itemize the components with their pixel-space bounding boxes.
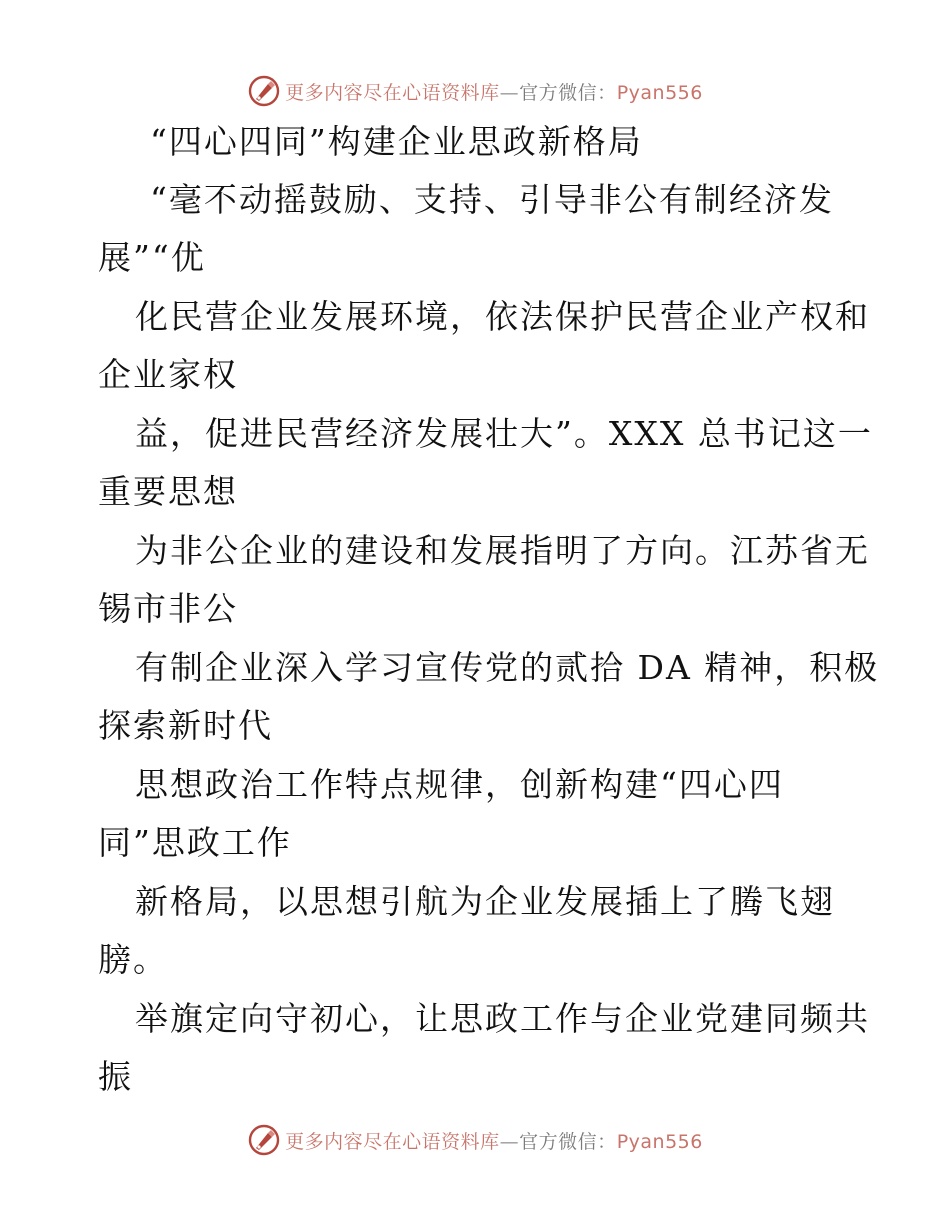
pen-nib-logo-icon bbox=[247, 1123, 281, 1157]
paragraph-line: 新格局，以思想引航为企业发展插上了腾飞翅 bbox=[135, 882, 835, 921]
paragraph-line: 思想政治工作特点规律，创新构建“四心四 bbox=[135, 765, 784, 804]
paragraph-line: 有制企业深入学习宣传党的贰拾 DA 精神，积极 bbox=[135, 648, 880, 687]
paragraph-line: 探索新时代 bbox=[98, 706, 273, 745]
footer-separator: — bbox=[499, 1130, 520, 1153]
footer-watermark-text bbox=[285, 1127, 703, 1154]
paragraph-line: 同”思政工作 bbox=[98, 823, 292, 862]
footer-banner bbox=[0, 1120, 950, 1160]
paragraph-line: 膀。 bbox=[98, 940, 168, 979]
paragraph-line: 企业家权 bbox=[98, 355, 238, 394]
paragraph-line: 化民营企业发展环境，依法保护民营企业产权和 bbox=[135, 297, 870, 336]
header-watermark-text bbox=[285, 78, 703, 105]
footer-library-text: 更多内容尽在心语资料库 bbox=[285, 1130, 500, 1153]
pen-nib-logo-icon bbox=[247, 74, 281, 108]
paragraph-line: 益，促进民营经济发展壮大”。XXX 总书记这一 bbox=[135, 414, 873, 453]
paragraph-line: 为非公企业的建设和发展指明了方向。江苏省无 bbox=[135, 531, 870, 570]
header-banner bbox=[0, 71, 950, 111]
footer-official-text: 官方微信： bbox=[519, 1130, 617, 1153]
footer-wechat-id: Pyan556 bbox=[616, 1130, 703, 1153]
paragraph-line: 重要思想 bbox=[98, 472, 238, 511]
paragraph-line: “毫不动摇鼓励、支持、引导非公有制经济发 bbox=[150, 180, 834, 219]
header-wechat-id: Pyan556 bbox=[616, 81, 703, 104]
header-library-text: 更多内容尽在心语资料库 bbox=[285, 81, 500, 104]
paragraph-line: 展”“优 bbox=[98, 238, 206, 277]
header-official-text: 官方微信： bbox=[519, 81, 617, 104]
paragraph-line: 锡市非公 bbox=[98, 589, 238, 628]
header-separator: — bbox=[499, 81, 520, 104]
section-heading-line: 振 bbox=[98, 1057, 133, 1096]
document-title: “四心四同”构建企业思政新格局 bbox=[150, 122, 643, 161]
section-heading-line: 举旗定向守初心，让思政工作与企业党建同频共 bbox=[135, 999, 870, 1038]
